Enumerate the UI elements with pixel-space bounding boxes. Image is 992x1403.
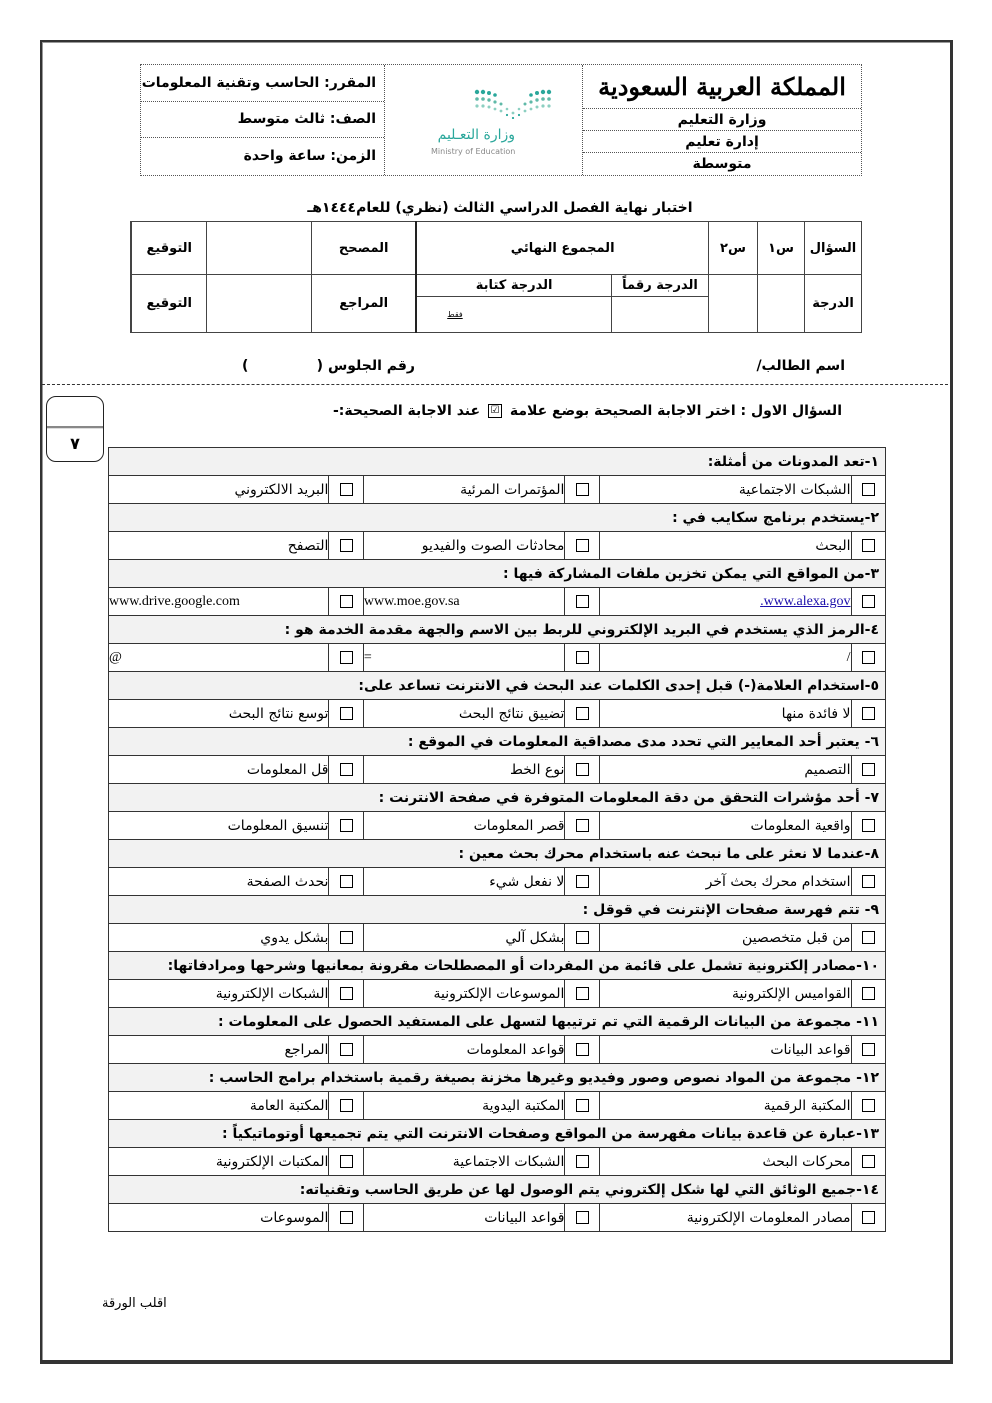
option-label (599, 924, 851, 952)
option-text: استخدام محرك بحث آخر (705, 873, 851, 890)
question-row (109, 896, 886, 924)
option-text: = (363, 649, 372, 665)
question-text: ١٤-جميع الوثائق التي لها شكل إلكتروني يتم الوصول لها عن طريق الحاسب وتقنياته: (109, 1176, 886, 1204)
corrector-label: المصحح (312, 222, 417, 275)
q2-score-field[interactable] (709, 275, 758, 333)
kingdom-title: المملكة العربية السعودية (583, 65, 861, 109)
checkbox-icon[interactable] (340, 651, 353, 664)
option-label (599, 532, 851, 560)
option-text: المراجع (284, 1041, 329, 1058)
grade-level: الصف: ثالث متوسط (141, 102, 384, 139)
option-label (599, 644, 851, 672)
option-text: قواعد المعلومات (466, 1041, 565, 1058)
option-text: قواعد البيانات (484, 1209, 565, 1226)
option-checkbox-cell[interactable] (565, 924, 599, 952)
option-text: المكتبة اليدوية (482, 1097, 565, 1114)
question-text: ٨-عندما لا نعثر على ما نبحث عنه باستخدام محرك بحث معين : (109, 840, 886, 868)
logo-english-text: Ministry of Education (431, 147, 516, 156)
option-label (363, 868, 565, 896)
checkbox-icon[interactable] (576, 763, 589, 776)
option-text: الموسوعات الإلكترونية (433, 985, 565, 1002)
option-label (599, 980, 851, 1008)
option-checkbox-cell[interactable] (565, 812, 599, 840)
question-row (109, 952, 886, 980)
question-text: ٥-استخدام العلامة(-) قبل إحدى الكلمات عند البحث في الانترنت تساعد على: (109, 672, 886, 700)
option-checkbox-cell[interactable] (329, 1036, 363, 1064)
option-label (363, 1036, 565, 1064)
question-row (109, 1008, 886, 1036)
option-checkbox-cell[interactable] (329, 756, 363, 784)
question-row (109, 1120, 886, 1148)
header-course-block (141, 65, 385, 175)
option-label (599, 1092, 851, 1120)
option-text: / (846, 649, 851, 665)
option-text: المكتبات الإلكترونية (215, 1153, 329, 1170)
score-written-label: الدرجة كتابة (416, 275, 611, 297)
option-label (363, 588, 565, 616)
final-total-label: المجموع النهائي (416, 222, 708, 275)
question-text: ٧- أحد مؤشرات التحقق من دقة المعلومات المتوفرة في صفحة الانترنت : (109, 784, 886, 812)
checkbox-icon[interactable] (576, 707, 589, 720)
option-label (109, 700, 329, 728)
option-text: تنسيق المعلومات (227, 817, 329, 834)
question-text: ٣-من المواقع التي يمكن تخزين ملفات المشاركة فيها : (109, 560, 886, 588)
checkbox-icon[interactable] (576, 819, 589, 832)
checkbox-icon[interactable] (862, 595, 875, 608)
question-text: ١٢- مجموعة من المواد نصوص وصور وفيديو وغيرها مخزنة بصيغة رقمية باستخدام برامج الحاسب : (109, 1064, 886, 1092)
answer-options-row (109, 532, 886, 560)
question-row (109, 784, 886, 812)
question-row (109, 504, 886, 532)
option-checkbox-cell[interactable] (565, 700, 599, 728)
option-checkbox-cell[interactable] (329, 1204, 363, 1232)
option-text: www.drive.google.com (109, 593, 240, 609)
answer-options-row (109, 476, 886, 504)
checkbox-icon[interactable] (340, 595, 353, 608)
checkbox-icon[interactable] (576, 1043, 589, 1056)
option-label (109, 812, 329, 840)
option-text: قصر المعلومات (473, 817, 565, 834)
student-name-label[interactable]: اسم الطالب/ (756, 358, 845, 374)
answer-options-row (109, 812, 886, 840)
option-checkbox-cell[interactable] (565, 588, 599, 616)
seat-number-label[interactable]: رقم الجلوس ( ) (242, 358, 415, 374)
option-checkbox-cell[interactable] (565, 532, 599, 560)
checkbox-icon[interactable] (576, 1155, 589, 1168)
option-checkbox-cell[interactable] (851, 756, 885, 784)
checkbox-icon[interactable] (862, 707, 875, 720)
option-checkbox-cell[interactable] (329, 476, 363, 504)
checkbox-icon[interactable] (862, 875, 875, 888)
option-checkbox-cell[interactable] (851, 532, 885, 560)
option-text: www.moe.gov.sa (363, 593, 460, 609)
option-checkbox-cell[interactable] (329, 980, 363, 1008)
option-text: البريد الالكتروني (234, 481, 329, 498)
question-row (109, 1064, 886, 1092)
option-checkbox-cell[interactable] (851, 812, 885, 840)
checkbox-icon[interactable] (862, 539, 875, 552)
checkbox-icon[interactable] (862, 763, 875, 776)
answer-options-row (109, 756, 886, 784)
option-text: القواميس الإلكترونية (731, 985, 851, 1002)
checkbox-icon[interactable] (862, 1211, 875, 1224)
directorate-name: إدارة تعليم (583, 131, 861, 153)
checkbox-icon[interactable] (340, 1043, 353, 1056)
question-text: ٦- يعتبر أحد المعايير التي تحدد مدى مصداقية المعلومات في الموقع : (109, 728, 886, 756)
exam-duration: الزمن: ساعة واحدة (243, 148, 376, 165)
option-text: توسع نتائج البحث (228, 705, 329, 722)
question-row (109, 616, 886, 644)
option-label (599, 1204, 851, 1232)
checkbox-icon[interactable] (340, 1099, 353, 1112)
ministry-logo-dots-icon (473, 89, 553, 119)
questions-table (108, 447, 886, 1232)
answer-options-row (109, 1092, 886, 1120)
header-institution-block (582, 65, 861, 175)
option-text: البحث (815, 537, 851, 554)
option-text: لا نفعل شيء (489, 873, 565, 890)
checkbox-icon[interactable] (862, 1043, 875, 1056)
option-checkbox-cell[interactable] (329, 700, 363, 728)
reviewer-signature-label: التوقيع (132, 275, 207, 333)
checkbox-icon[interactable] (862, 651, 875, 664)
score-numeric-label: الدرجة رقماً (612, 275, 709, 297)
option-text: المكتبة العامة (249, 1097, 329, 1114)
corrector-name-field[interactable] (207, 222, 312, 275)
question-text: ١-تعد المدونات من أمثلة: (109, 448, 886, 476)
option-label (599, 756, 851, 784)
option-text: تضييق نتائج البحث (458, 705, 565, 722)
option-text: الشبكات الاجتماعية (452, 1153, 565, 1170)
option-checkbox-cell[interactable] (851, 1092, 885, 1120)
option-label (599, 1036, 851, 1064)
option-label (363, 700, 565, 728)
checkmark-box-icon: ☑ (488, 404, 502, 418)
answer-options-row (109, 1148, 886, 1176)
option-text: المكتبة الرقمية (763, 1097, 851, 1114)
answer-options-row (109, 1036, 886, 1064)
checkbox-icon[interactable] (862, 819, 875, 832)
checkbox-icon[interactable] (340, 931, 353, 944)
option-label (109, 868, 329, 896)
checkbox-icon[interactable] (576, 595, 589, 608)
ministry-logo (385, 65, 582, 175)
option-text: محركات البحث (762, 1153, 851, 1170)
option-text: التصفح (287, 537, 329, 554)
checkbox-icon[interactable] (340, 1155, 353, 1168)
option-label (109, 980, 329, 1008)
answer-options-row (109, 980, 886, 1008)
option-checkbox-cell[interactable] (851, 700, 885, 728)
option-link[interactable]: www.alexa.gov. (760, 593, 851, 609)
checkbox-icon[interactable] (862, 987, 875, 1000)
checkbox-icon[interactable] (340, 875, 353, 888)
option-text: لا فائدة منها (781, 705, 851, 722)
option-text: نحدث الصفحة (246, 873, 329, 890)
option-label (363, 812, 565, 840)
option-checkbox-cell[interactable] (851, 1148, 885, 1176)
option-checkbox-cell[interactable] (565, 644, 599, 672)
checkbox-icon[interactable] (576, 483, 589, 496)
turn-page-note: اقلب الورقة (102, 1296, 167, 1311)
option-label (363, 924, 565, 952)
option-checkbox-cell[interactable] (851, 868, 885, 896)
option-checkbox-cell[interactable] (851, 1204, 885, 1232)
option-label (599, 476, 851, 504)
question-row (109, 560, 886, 588)
document-header (140, 64, 862, 176)
answer-options-row (109, 644, 886, 672)
checkbox-icon[interactable] (862, 931, 875, 944)
option-label (109, 756, 329, 784)
corrector-signature-label: التوقيع (132, 222, 207, 275)
option-text: واقعية المعلومات (750, 817, 851, 834)
option-label (363, 1148, 565, 1176)
option-label (109, 532, 329, 560)
checkbox-icon[interactable] (340, 707, 353, 720)
score-numeric-field[interactable] (612, 297, 709, 333)
option-text: نوع الخط (509, 761, 565, 778)
question1-score-field[interactable] (47, 397, 103, 428)
question-row (109, 728, 886, 756)
option-checkbox-cell[interactable] (565, 1204, 599, 1232)
question-row (109, 1176, 886, 1204)
option-label (109, 924, 329, 952)
option-text: محادثات الصوت والفيديو (421, 537, 565, 554)
option-label (599, 1148, 851, 1176)
question-row (109, 448, 886, 476)
checkbox-icon[interactable] (340, 987, 353, 1000)
option-label (109, 644, 329, 672)
ministry-name: وزارة التعليم (583, 109, 861, 131)
checkbox-icon[interactable] (862, 1099, 875, 1112)
corrector-signature-field[interactable] (131, 222, 132, 275)
question-text: ١٠-مصادر إلكترونية تشمل على قائمة من المفردات أو المصطلحات مقرونة بمعانيها وشرحها ومرادفاتها: (109, 952, 886, 980)
option-text: الشبكات الاجتماعية (738, 481, 851, 498)
option-text: مصادر المعلومات الإلكترونية (686, 1209, 851, 1226)
option-text: بشكل يدوي (260, 929, 329, 946)
option-checkbox-cell[interactable] (329, 924, 363, 952)
option-label (599, 700, 851, 728)
separator-dashed-line (42, 384, 948, 385)
question-text: ٩- تتم فهرسة صفحات الإنترنت في قوقل : (109, 896, 886, 924)
option-text: المؤتمرات المرئية (460, 481, 565, 498)
checkbox-icon[interactable] (340, 763, 353, 776)
question-text: ١٣-عبارة عن قاعدة بيانات مفهرسة من المواقع وصفحات الانترنت التي يتم تجميعها أوتوماتيكياً : (109, 1120, 886, 1148)
reviewer-signature-field[interactable] (131, 275, 132, 333)
option-checkbox-cell[interactable] (565, 1148, 599, 1176)
q1-score-field[interactable] (758, 275, 805, 333)
score-label: الدرجة (805, 275, 862, 333)
question1-score-box (46, 396, 104, 462)
option-label (363, 644, 565, 672)
option-checkbox-cell[interactable] (851, 1036, 885, 1064)
question-text: ١١- مجموعة من البيانات الرقمية التي تم ترتيبها لتسهل على المستفيد الحصول على المعلومات : (109, 1008, 886, 1036)
option-checkbox-cell[interactable] (565, 1092, 599, 1120)
checkbox-icon[interactable] (340, 1211, 353, 1224)
option-label (109, 476, 329, 504)
answer-options-row (109, 700, 886, 728)
option-label (109, 1036, 329, 1064)
checkbox-icon[interactable] (576, 931, 589, 944)
instruction-text-suffix: عند الاجابة الصحيحة:- (333, 403, 481, 419)
reviewer-label: المراجع (312, 275, 417, 333)
option-label (109, 1092, 329, 1120)
reviewer-name-field[interactable] (207, 275, 312, 333)
checkbox-icon[interactable] (576, 875, 589, 888)
checkbox-icon[interactable] (576, 1211, 589, 1224)
option-checkbox-cell[interactable] (851, 476, 885, 504)
option-label (363, 1092, 565, 1120)
question-row (109, 840, 886, 868)
checkbox-icon[interactable] (340, 483, 353, 496)
question-row (109, 672, 886, 700)
option-label (363, 532, 565, 560)
option-text: الموسوعات (260, 1209, 329, 1226)
option-label (109, 1204, 329, 1232)
option-text: من قبل متخصصين (742, 929, 851, 946)
checkbox-icon[interactable] (576, 539, 589, 552)
option-checkbox-cell[interactable] (329, 1092, 363, 1120)
checkbox-icon[interactable] (340, 539, 353, 552)
course-name: المقرر: الحاسب وتقنية المعلومات (141, 65, 384, 102)
option-checkbox-cell[interactable] (565, 868, 599, 896)
option-label (109, 588, 329, 616)
option-text: التصميم (804, 761, 851, 778)
instruction-text: السؤال الاول : اختر الاجابة الصحيحة بوضع علامة (509, 403, 842, 419)
option-checkbox-cell[interactable] (329, 868, 363, 896)
option-checkbox-cell[interactable] (565, 1036, 599, 1064)
question1-score-total: ٧ (47, 428, 103, 462)
option-label (363, 756, 565, 784)
answer-options-row (109, 868, 886, 896)
option-label (109, 1148, 329, 1176)
option-label (599, 868, 851, 896)
option-checkbox-cell[interactable] (851, 980, 885, 1008)
option-label (363, 476, 565, 504)
logo-arabic-text: وزارة التعـليم (437, 127, 515, 143)
option-checkbox-cell[interactable] (851, 588, 885, 616)
checkbox-icon[interactable] (862, 1155, 875, 1168)
school-name: متوسطة (692, 156, 752, 172)
option-checkbox-cell[interactable] (851, 644, 885, 672)
option-checkbox-cell[interactable] (329, 588, 363, 616)
option-checkbox-cell[interactable] (329, 812, 363, 840)
option-text: الشبكات الإلكترونية (215, 985, 329, 1002)
option-checkbox-cell[interactable] (851, 924, 885, 952)
checkbox-icon[interactable] (576, 651, 589, 664)
q1-label: س١ (758, 222, 805, 275)
option-text: قل المعلومات (246, 761, 329, 778)
q2-label: س٢ (709, 222, 758, 275)
answer-options-row (109, 1204, 886, 1232)
score-written-field[interactable]: فقط (416, 297, 611, 333)
option-checkbox-cell[interactable] (565, 980, 599, 1008)
checkbox-icon[interactable] (576, 987, 589, 1000)
question-label: السؤال (805, 222, 862, 275)
checkbox-icon[interactable] (862, 483, 875, 496)
option-text: بشكل آلي (505, 929, 565, 946)
option-label (363, 980, 565, 1008)
option-text: @ (109, 649, 122, 665)
option-checkbox-cell[interactable] (565, 476, 599, 504)
question-text: ٢-يستخدم برنامج سكايب في : (109, 504, 886, 532)
checkbox-icon[interactable] (576, 1099, 589, 1112)
exam-title: اختبار نهاية الفصل الدراسي الثالث (نظري) للعام١٤٤٤هـ (307, 200, 693, 216)
option-label (599, 588, 851, 616)
option-checkbox-cell[interactable] (565, 756, 599, 784)
question-text: ٤-الرمز الذي يستخدم في البريد الإلكتروني للربط بين الاسم والجهة مقدمة الخدمة هو : (109, 616, 886, 644)
option-checkbox-cell[interactable] (329, 532, 363, 560)
grade-table (130, 221, 862, 333)
option-label (599, 812, 851, 840)
answer-options-row (109, 588, 886, 616)
answer-options-row (109, 924, 886, 952)
option-label (363, 1204, 565, 1232)
checkbox-icon[interactable] (340, 819, 353, 832)
option-checkbox-cell[interactable] (329, 644, 363, 672)
option-text: قواعد البيانات (770, 1041, 851, 1058)
option-checkbox-cell[interactable] (329, 1148, 363, 1176)
question1-instruction (333, 403, 842, 419)
